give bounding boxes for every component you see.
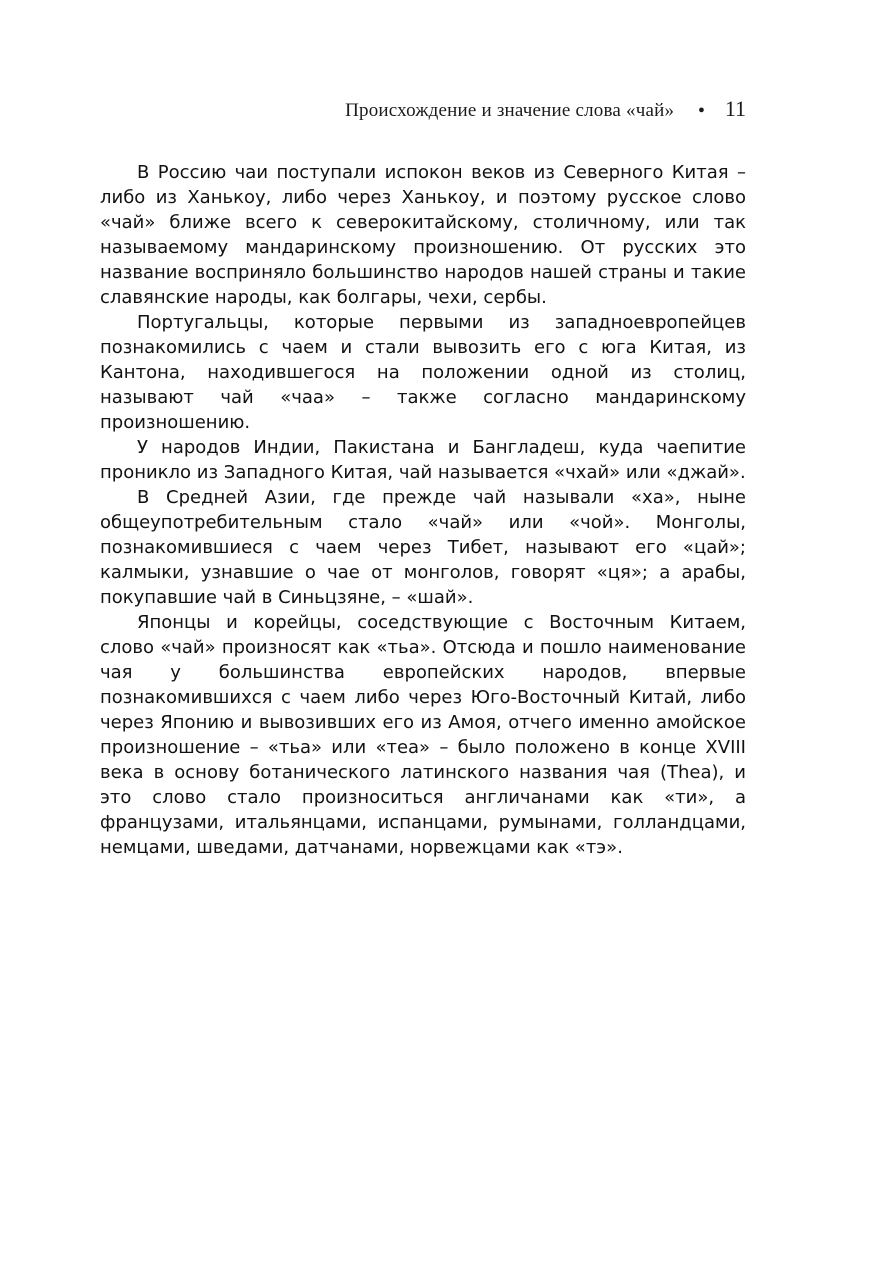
bullet-separator-icon: ● — [698, 104, 705, 116]
page-number: 11 — [724, 96, 746, 121]
page-body — [100, 160, 746, 860]
paragraph-4: В Средней Азии, где прежде чай называли «ха», ныне общеупотребительным стало «чай» или «чой». Монголы, познакомившиеся с чаем через Тибет, называют его «цай»; калмыки, узнавшие о чае от монголов, говорят «ця»; а арабы, покупавшие чай в Синьцзяне, – «шай». — [100, 487, 746, 608]
paragraph-2: Португальцы, которые первыми из западноевропейцев познакомились с чаем и стали вывозить его с юга Китая, из Кантона, находившегося на положении одной из столиц, называют чай «чаа» – также согласно мандаринскому произношению. — [100, 312, 746, 433]
paragraph-5: Японцы и корейцы, соседствующие с Восточным Китаем, слово «чай» произносят как «тьа». Отсюда и пошло наименование чая у большинства европейских народов, впервые познакомившихся с чаем либо через Юго-Восточный Китай, либо через Японию и вывозивших его из Амоя, отчего именно амойское произношение – «тьа» или «теа» – было положено в конце XVIII века в основу ботанического латинского названия чая (Thea), и это слово стало произноситься англичанами как «ти», а французами, итальянцами, испанцами, румынами, голландцами, немцами, шведами, датчанами, норвежцами как «тэ». — [100, 612, 746, 858]
paragraph-3: У народов Индии, Пакистана и Бангладеш, куда чаепитие проникло из Западного Китая, чай называется «чхай» или «джай». — [100, 437, 746, 483]
paragraph-1: В Россию чаи поступали испокон веков из Северного Китая – либо из Ханькоу, либо через Ханькоу, и поэтому русское слово «чай» ближе всего к северокитайскому, столичному, или так называемому мандаринскому произношению. От русских это название восприняло большинство народов нашей страны и такие славянские народы, как болгары, чехи, сербы. — [100, 162, 746, 308]
text-block — [100, 96, 746, 860]
running-header — [100, 96, 746, 122]
chapter-title: Происхождение и значение слова «чай» — [345, 100, 675, 121]
